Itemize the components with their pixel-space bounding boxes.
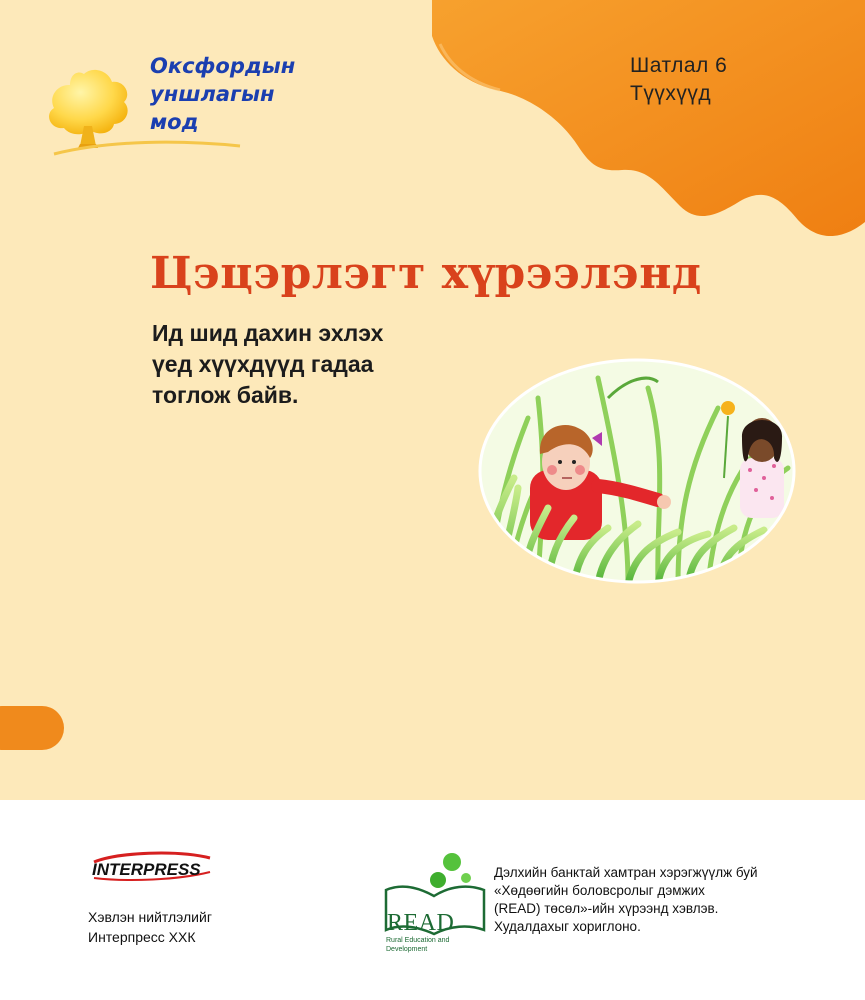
subtitle-line: тоглож байв. (152, 382, 299, 408)
read-subtext-line: Rural Education and (386, 937, 450, 944)
footer (0, 800, 865, 1000)
series-logo-text (150, 52, 295, 136)
project-line: Дэлхийн банктай хамтран хэрэгжүүлж буй (494, 865, 758, 880)
series-logo-line: Оксфордын (150, 54, 296, 78)
interpress-logo-text: INTERPRESS (92, 860, 201, 879)
read-logo-text: READ (387, 910, 455, 936)
level-category: Түүхүүд (630, 82, 712, 105)
level-number: Шатлал 6 (630, 54, 728, 77)
project-line: Худалдахыг хориглоно. (494, 919, 641, 934)
level-label (630, 52, 727, 108)
publisher-line: Интерпресс ХХК (88, 929, 196, 945)
publisher-line: Хэвлэн нийтлэлийг (88, 909, 212, 925)
subtitle-line: Ид шид дахин эхлэх (152, 320, 384, 346)
book-title: Цэцэрлэгт хүрээлэнд (150, 248, 702, 299)
read-logo-subtext (386, 936, 496, 954)
read-subtext-line: Development (386, 946, 428, 953)
project-info (494, 864, 824, 936)
book-subtitle (152, 318, 482, 411)
project-line: (READ) төсөл»-ийн хүрээнд хэвлэв. (494, 901, 719, 916)
series-logo-line: уншлагын (150, 82, 275, 106)
side-tab (0, 706, 64, 750)
project-line: «Хөдөөгийн боловсролыг дэмжих (494, 883, 705, 898)
interpress-logo (88, 848, 218, 884)
publisher-info (88, 907, 212, 947)
children-in-grass-illustration (478, 358, 796, 584)
subtitle-line: үед хүүхдүүд гадаа (152, 351, 374, 377)
series-logo-line: мод (150, 110, 199, 134)
